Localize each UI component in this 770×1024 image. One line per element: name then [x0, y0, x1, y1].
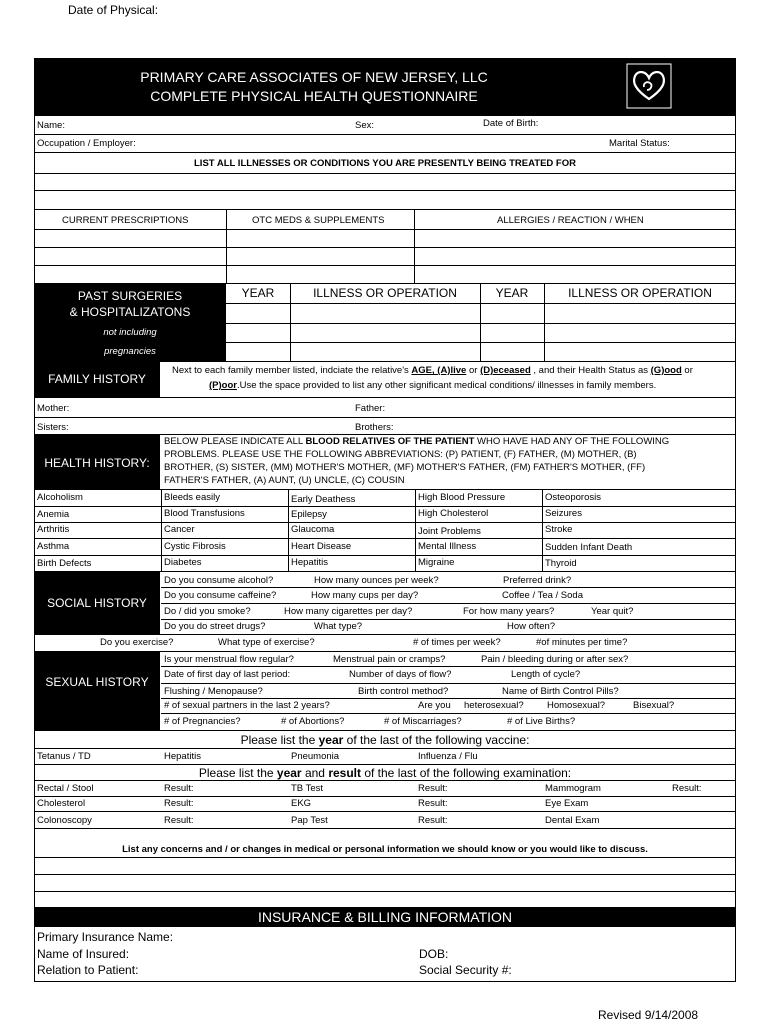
- condition-birth-defects[interactable]: Birth Defects: [37, 558, 92, 569]
- condition-blood-transfusions[interactable]: Blood Transfusions: [164, 508, 245, 519]
- past-surgeries-label: PAST SURGERIES: [77, 289, 183, 303]
- concerns-line-1[interactable]: [34, 858, 736, 874]
- form-header: [34, 58, 736, 116]
- past-surgeries-section: [34, 283, 226, 361]
- exercise-type-field[interactable]: What type of exercise?: [218, 637, 315, 648]
- mother-field[interactable]: Mother:: [37, 403, 70, 414]
- sexual-history-section: [34, 652, 160, 730]
- tb-test-field[interactable]: TB Test: [291, 783, 324, 794]
- heart-logo-icon: [626, 63, 672, 109]
- days-of-flow-field[interactable]: Number of days of flow?: [349, 669, 452, 680]
- miscarriages-field[interactable]: # of Miscarriages?: [384, 716, 462, 727]
- insurance-header: [34, 907, 736, 927]
- condition-high-blood-pressure[interactable]: High Blood Pressure: [418, 492, 506, 503]
- health-instructions-line-2: PROBLEMS. PLEASE USE THE FOLLOWING ABBREVIATIONS: (P) PATIENT, (F) FATHER, (M) MOTHER, (B): [164, 449, 637, 460]
- illnesses-heading: LIST ALL ILLNESSES OR CONDITIONS YOU ARE PRESENTLY BEING TREATED FOR: [194, 158, 576, 169]
- social-security-field[interactable]: Social Security #:: [419, 963, 512, 977]
- condition-heart-disease[interactable]: Heart Disease: [291, 541, 352, 552]
- exercise-field[interactable]: Do you exercise?: [100, 637, 174, 648]
- cycle-length-field[interactable]: Length of cycle?: [511, 669, 581, 680]
- condition-asthma[interactable]: Asthma: [37, 541, 70, 552]
- condition-diabetes[interactable]: Diabetes: [164, 557, 202, 568]
- are-you-label: Are you: [418, 700, 451, 711]
- condition-stroke[interactable]: Stroke: [545, 524, 573, 535]
- drug-frequency-field[interactable]: How often?: [507, 621, 556, 632]
- concerns-line-2[interactable]: [34, 875, 736, 891]
- health-instructions-line-4: FATHER'S FATHER, (A) AUNT, (U) UNCLE, (C) COUSIN: [164, 475, 405, 486]
- eye-exam-field[interactable]: Eye Exam: [545, 798, 589, 809]
- condition-sudden-infant-death[interactable]: Sudden Infant Death: [545, 542, 633, 553]
- ekg-result-field[interactable]: Result:: [418, 798, 448, 809]
- condition-thyroid[interactable]: Thyroid: [545, 558, 577, 569]
- family-instructions-line-1: Next to each family member listed, indciate the relative's AGE, (A)live or (D)eceased , and their Health Status as (G)ood or: [172, 365, 693, 376]
- condition-cystic-fibrosis[interactable]: Cystic Fibrosis: [164, 541, 226, 552]
- year-quit-field[interactable]: Year quit?: [591, 606, 634, 617]
- concerns-heading: List any concerns and / or changes in medical or personal information we should know or you would like to discuss.: [122, 844, 648, 855]
- family-instructions-line-2: (P)oor.Use the space provided to list any other significant medical conditions/ illnesses in family members.: [209, 380, 657, 391]
- sisters-field[interactable]: Sisters:: [37, 422, 69, 433]
- current-prescriptions-header: CURRENT PRESCRIPTIONS: [62, 215, 189, 226]
- smoking-years-field[interactable]: For how many years?: [463, 606, 555, 617]
- condition-osteoporosis[interactable]: Osteoporosis: [545, 492, 601, 503]
- condition-arthritis[interactable]: Arthritis: [37, 524, 70, 535]
- health-history-label: HEALTH HISTORY:: [44, 456, 150, 470]
- surgery-year-header-1: YEAR: [241, 286, 275, 300]
- hospitalizations-label: & HOSPITALIZATONS: [69, 305, 191, 319]
- sexual-history-label: SEXUAL HISTORY: [45, 675, 149, 689]
- birth-control-method-field[interactable]: Birth control method?: [358, 686, 449, 697]
- condition-anemia[interactable]: Anemia: [37, 509, 70, 520]
- cigarettes-per-day-field[interactable]: How many cigarettes per day?: [284, 606, 413, 617]
- abortions-field[interactable]: # of Abortions?: [281, 716, 345, 727]
- relation-to-patient-field[interactable]: Relation to Patient:: [37, 963, 139, 977]
- condition-high-cholesterol[interactable]: High Cholesterol: [418, 508, 489, 519]
- tb-result-field[interactable]: Result:: [418, 783, 448, 794]
- homosexual-option[interactable]: Homosexual?: [547, 700, 606, 711]
- consume-caffeine-field[interactable]: Do you consume caffeine?: [164, 590, 277, 601]
- smoke-field[interactable]: Do / did you smoke?: [164, 606, 251, 617]
- health-instructions-line-3: BROTHER, (S) SISTER, (MM) MOTHER'S MOTHER, (MF) MOTHER'S FATHER, (FM) FATHER'S MOTHER, (FF): [164, 462, 646, 473]
- family-history-section: [34, 361, 160, 397]
- influenza-vaccine-field[interactable]: Influenza / Flu: [418, 751, 478, 762]
- exercise-times-field[interactable]: # of times per week?: [413, 637, 501, 648]
- social-history-section: [34, 572, 160, 634]
- coffee-tea-soda-options[interactable]: Coffee / Tea / Soda: [502, 590, 583, 601]
- colonoscopy-result-field[interactable]: Result:: [164, 815, 194, 826]
- name-of-insured-field[interactable]: Name of Insured:: [37, 947, 130, 961]
- consume-alcohol-field[interactable]: Do you consume alcohol?: [164, 575, 274, 586]
- form-title-1: PRIMARY CARE ASSOCIATES OF NEW JERSEY, LLC: [140, 69, 488, 85]
- illness-line-2[interactable]: [34, 191, 736, 209]
- otc-meds-header: OTC MEDS & SUPPLEMENTS: [252, 215, 385, 226]
- surgery-illness-header-1: ILLNESS OR OPERATION: [313, 286, 457, 300]
- marital-status-field[interactable]: Marital Status:: [609, 138, 670, 149]
- mammogram-field[interactable]: Mammogram: [545, 783, 601, 794]
- dob-field[interactable]: Date of Birth:: [483, 118, 539, 129]
- rectal-stool-field[interactable]: Rectal / Stool: [37, 783, 94, 794]
- date-of-physical-label: Date of Physical:: [68, 3, 159, 17]
- ounces-per-week-field[interactable]: How many ounces per week?: [314, 575, 439, 586]
- social-history-label: SOCIAL HISTORY: [47, 596, 147, 610]
- primary-insurance-field[interactable]: Primary Insurance Name:: [37, 930, 174, 944]
- pregnancies-field[interactable]: # of Pregnancies?: [164, 716, 241, 727]
- preferred-drink-field[interactable]: Preferred drink?: [503, 575, 572, 586]
- bisexual-option[interactable]: Bisexual?: [633, 700, 675, 711]
- father-field[interactable]: Father:: [355, 403, 386, 414]
- family-history-label: FAMILY HISTORY: [48, 372, 146, 386]
- surgery-illness-header-2: ILLNESS OR OPERATION: [568, 286, 712, 300]
- rectal-result-field[interactable]: Result:: [164, 783, 194, 794]
- condition-hepatitis[interactable]: Hepatitis: [291, 557, 328, 568]
- pneumonia-vaccine-field[interactable]: Pneumonia: [291, 751, 340, 762]
- pap-result-field[interactable]: Result:: [418, 815, 448, 826]
- pap-test-field[interactable]: Pap Test: [291, 815, 328, 826]
- condition-joint-problems[interactable]: Joint Problems: [418, 526, 481, 537]
- insured-dob-field[interactable]: DOB:: [419, 947, 449, 961]
- allergies-header: ALLERGIES / REACTION / WHEN: [497, 215, 644, 226]
- exercise-minutes-field[interactable]: #of minutes per time?: [536, 637, 628, 648]
- condition-seizures[interactable]: Seizures: [545, 508, 582, 519]
- ekg-field[interactable]: EKG: [291, 798, 312, 809]
- birth-control-pills-field[interactable]: Name of Birth Control Pills?: [502, 686, 619, 697]
- pain-bleeding-field[interactable]: Pain / bleeding during or after sex?: [481, 654, 629, 665]
- brothers-field[interactable]: Brothers:: [355, 422, 394, 433]
- form-title-2: COMPLETE PHYSICAL HEALTH QUESTIONNAIRE: [150, 88, 478, 104]
- cholesterol-field[interactable]: Cholesterol: [37, 798, 86, 809]
- colonoscopy-field[interactable]: Colonoscopy: [37, 815, 92, 826]
- condition-cancer[interactable]: Cancer: [164, 524, 195, 535]
- occupation-field[interactable]: Occupation / Employer:: [37, 138, 136, 149]
- illness-line-1[interactable]: [34, 174, 736, 190]
- mammogram-result-field[interactable]: Result:: [672, 783, 702, 794]
- dental-exam-field[interactable]: Dental Exam: [545, 815, 600, 826]
- condition-glaucoma[interactable]: Glaucoma: [291, 524, 335, 535]
- health-instructions-line-1: BELOW PLEASE INDICATE ALL BLOOD RELATIVES OF THE PATIENT WHO HAVE HAD ANY OF THE FOLLOWING: [164, 436, 670, 447]
- cups-per-day-field[interactable]: How many cups per day?: [311, 590, 419, 601]
- sex-field[interactable]: Sex:: [355, 120, 375, 131]
- insurance-heading: INSURANCE & BILLING INFORMATION: [257, 909, 513, 925]
- revision-date: Revised 9/14/2008: [598, 1008, 699, 1022]
- exam-heading: Please list the year and result of the last of the following examination:: [198, 766, 572, 780]
- tetanus-field[interactable]: Tetanus / TD: [37, 751, 91, 762]
- street-drugs-field[interactable]: Do you do street drugs?: [164, 621, 266, 632]
- condition-mental-illness[interactable]: Mental Illness: [418, 541, 477, 552]
- not-including-note: not including: [103, 327, 157, 338]
- heterosexual-option[interactable]: heterosexual?: [464, 700, 524, 711]
- vaccine-heading: Please list the year of the last of the following vaccine:: [240, 733, 530, 747]
- cholesterol-result-field[interactable]: Result:: [164, 798, 194, 809]
- menstrual-pain-field[interactable]: Menstrual pain or cramps?: [333, 654, 446, 665]
- sexual-partners-field[interactable]: # of sexual partners in the last 2 years?: [164, 700, 330, 711]
- menstrual-flow-field[interactable]: Is your menstrual flow regular?: [164, 654, 294, 665]
- flushing-menopause-field[interactable]: Flushing / Menopause?: [164, 686, 263, 697]
- pregnancies-note: pregnancies: [104, 346, 156, 357]
- surgery-year-header-2: YEAR: [495, 286, 529, 300]
- name-field[interactable]: Name:: [37, 120, 65, 131]
- condition-alcoholism[interactable]: Alcoholism: [37, 492, 83, 503]
- first-day-period-field[interactable]: Date of first day of last period:: [164, 669, 291, 680]
- condition-early-deathess[interactable]: Early Deathess: [291, 494, 356, 505]
- hepatitis-vaccine-field[interactable]: Hepatitis: [164, 751, 201, 762]
- condition-epilepsy[interactable]: Epilepsy: [291, 509, 327, 520]
- live-births-field[interactable]: # of Live Births?: [507, 716, 576, 727]
- condition-bleeds-easily[interactable]: Bleeds easily: [164, 492, 220, 503]
- drug-type-field[interactable]: What type?: [314, 621, 363, 632]
- health-history-section: [34, 435, 160, 490]
- condition-migraine[interactable]: Migraine: [418, 557, 455, 568]
